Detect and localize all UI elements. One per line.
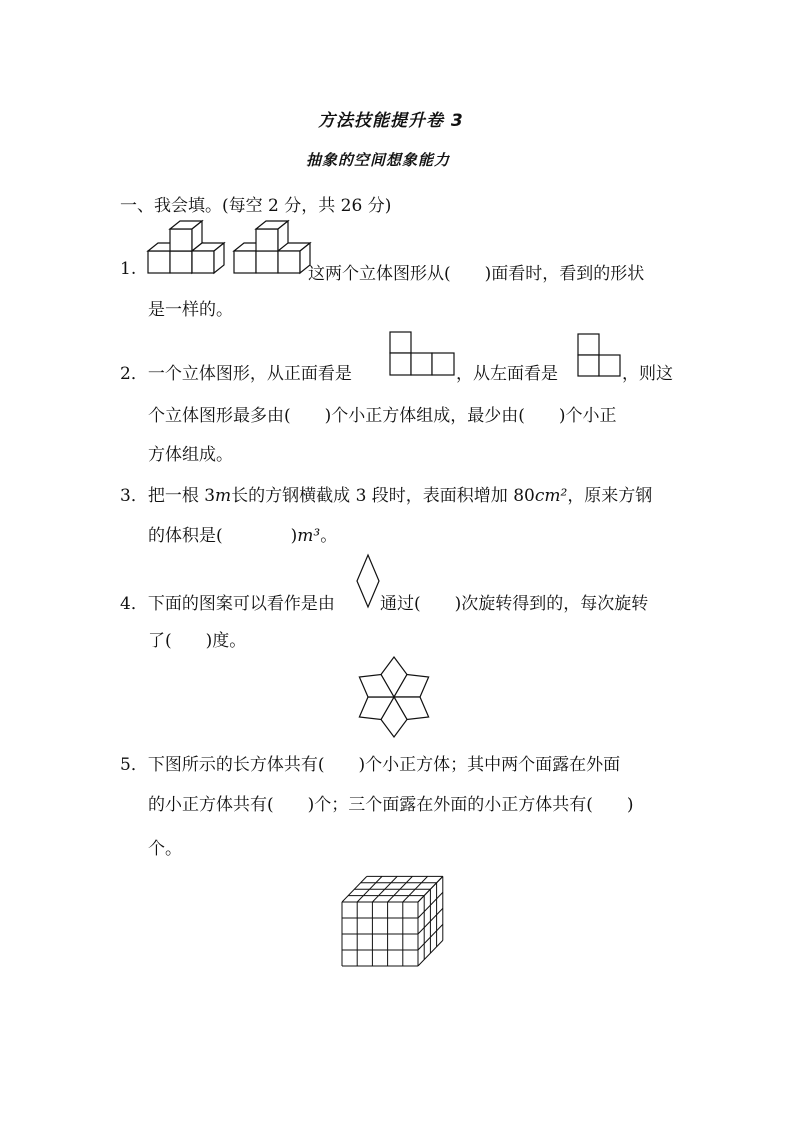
- q3-line2-a: 的体积是( ): [148, 526, 298, 546]
- q2-line3: 方体组成。: [148, 445, 233, 465]
- q2-line1-b: ，从左面看是: [456, 364, 558, 384]
- q1-cube-figure-left: [146, 222, 226, 276]
- q3-line1: [120, 481, 652, 506]
- q3-unit-m: m: [215, 486, 232, 506]
- q4-star-pattern-figure: [346, 656, 442, 738]
- q3-line1-c: ，原来方钢: [567, 486, 653, 506]
- q3-line1-b: 长的方钢横截成 3 段时，表面积增加 80: [231, 486, 535, 506]
- q1-number: 1.: [120, 259, 137, 279]
- q5-cuboid-figure: [338, 868, 460, 968]
- q3-line1-a: 3．把一根 3: [120, 486, 216, 506]
- section-heading: 一、我会填。(每空 2 分，共 26 分): [120, 196, 392, 216]
- page-subtitle: 抽象的空间想象能力: [306, 151, 451, 169]
- q5-line3: 个。: [148, 839, 182, 859]
- q4-line1-a: 4．下面的图案可以看作是由: [120, 594, 335, 614]
- q3-unit-m3: m³: [297, 526, 321, 546]
- q4-rhombus-figure: [355, 554, 381, 610]
- q3-line2-b: 。: [320, 526, 338, 546]
- q2-line1-a: 2．一个立体图形，从正面看是: [120, 364, 352, 384]
- q2-front-view-figure: [389, 331, 457, 377]
- q3-unit-cm2: cm²: [534, 486, 568, 506]
- q5-line2: 的小正方体共有( )个；三个面露在外面的小正方体共有( ): [148, 795, 634, 815]
- q4-line1-b: 通过( )次旋转得到的，每次旋转: [380, 594, 649, 614]
- q2-line1-c: ，则这: [622, 364, 673, 384]
- q1-line2: 是一样的。: [148, 300, 233, 320]
- q2-left-view-figure: [577, 333, 623, 379]
- q5-line1: 5．下图所示的长方体共有( )个小正方体；其中两个面露在外面: [120, 755, 621, 775]
- page-title: 方法技能提升卷 3: [318, 111, 464, 131]
- q4-line2: 了( )度。: [148, 631, 247, 651]
- q1-cube-figure-right: [232, 222, 312, 276]
- q1-line1: 这两个立体图形从( )面看时，看到的形状: [308, 264, 645, 284]
- q3-line2: [148, 521, 337, 546]
- q2-line2: 个立体图形最多由( )个小正方体组成，最少由( )个小正: [148, 406, 617, 426]
